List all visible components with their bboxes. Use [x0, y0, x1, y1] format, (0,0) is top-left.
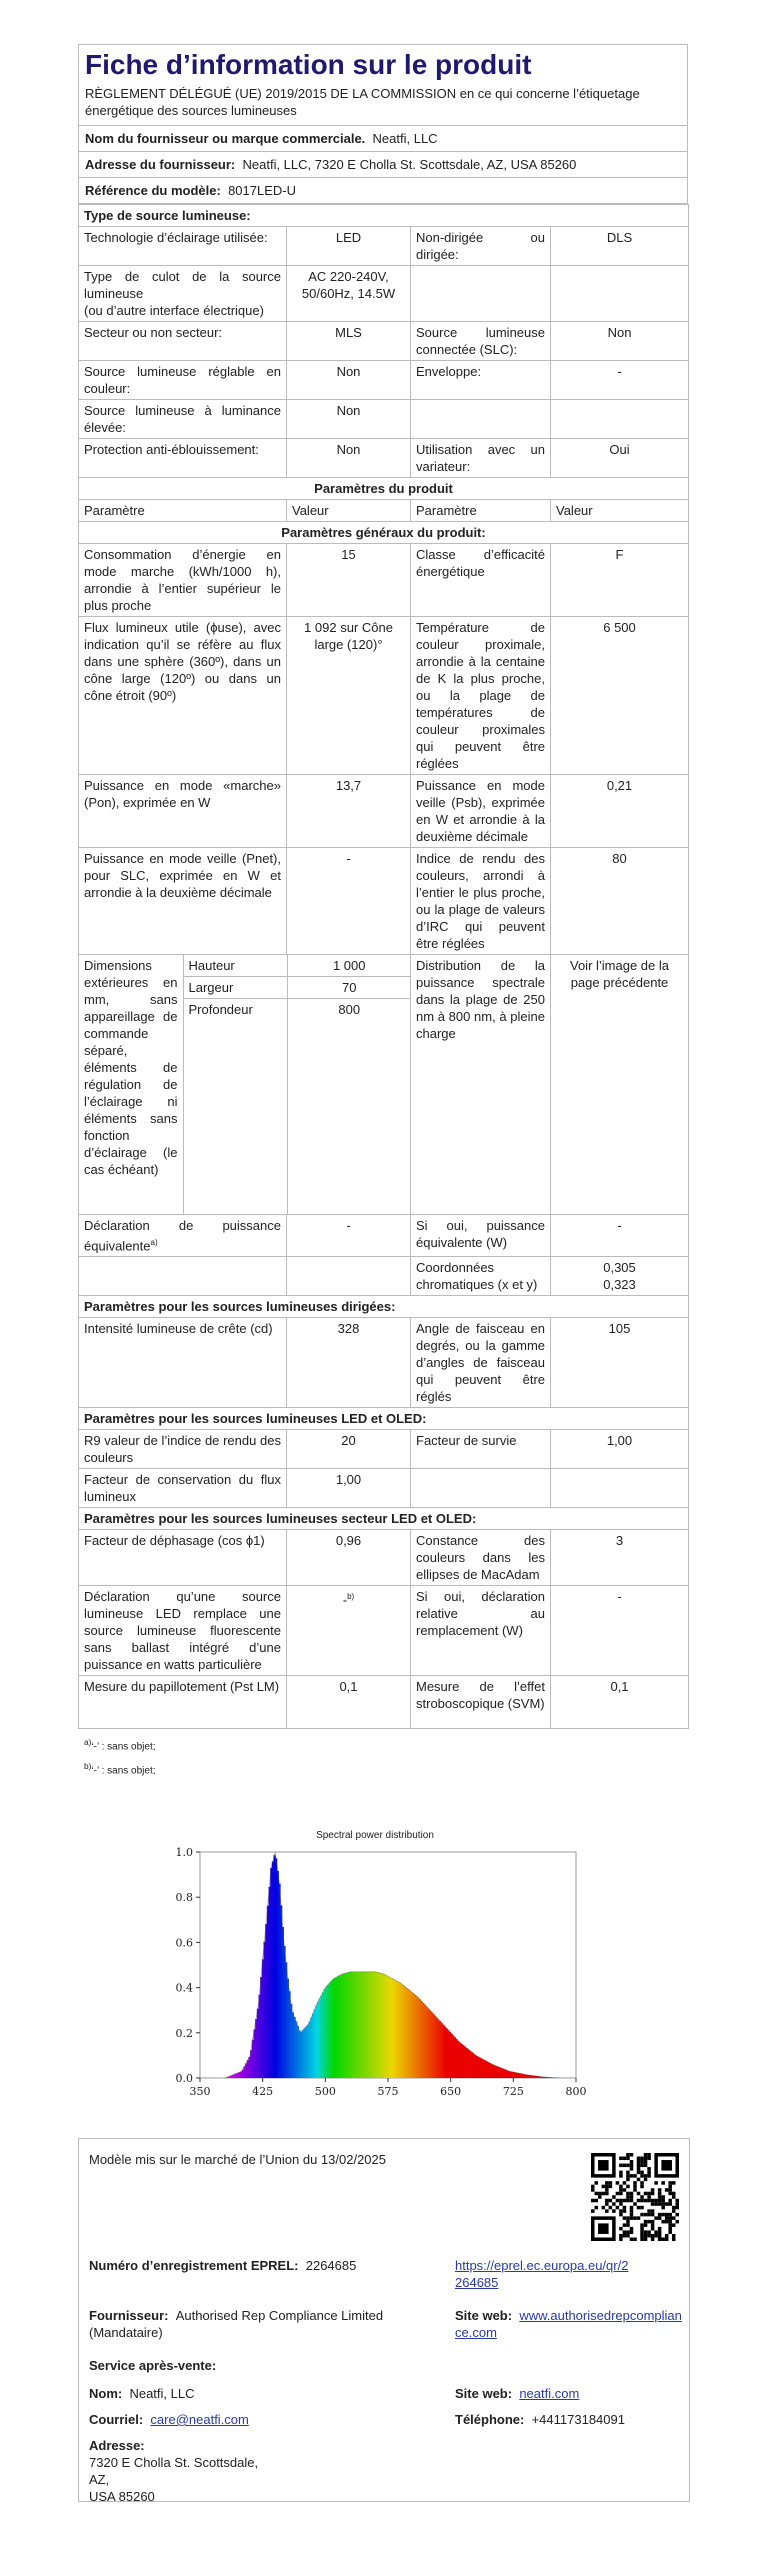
param-value: DLS — [551, 227, 689, 266]
equiv-label: Déclaration de puissance équivalente — [84, 1218, 281, 1254]
param-value: 0,21 — [551, 775, 689, 848]
footnote-text: ‘-’ : sans objet; — [91, 1741, 156, 1753]
footnote-text: ‘-’ : sans objet; — [91, 1764, 156, 1776]
param-label: Puissance en mode veille (Psb), exprimée en W et arrondie à la deuxième décimale — [411, 775, 551, 848]
param-label: Source lumineuse à luminance élevée: — [79, 400, 287, 439]
y-tick-label: 1.0 — [175, 1846, 193, 1859]
param-value: Non — [287, 361, 411, 400]
service-name-row — [89, 2385, 195, 2402]
param-label: Consommation d’énergie en mode marche (kWh/1000 h), arrondie à l’entier supérieur le plus proche — [79, 544, 287, 617]
supplier-address-label: Adresse du fournisseur: — [85, 157, 236, 172]
site-link[interactable]: www.authorisedrepcompliance.com — [455, 2308, 682, 2340]
param-value: 1 092 sur Cône large (120)° — [287, 617, 411, 775]
addr-line: USA 85260 — [89, 2489, 155, 2504]
addr-label: Adresse: — [89, 2438, 145, 2453]
param-value: 20 — [287, 1430, 411, 1469]
param-label: Déclaration qu’une source lumineuse LED remplace une source lumineuse fluorescente sans ballast intégré d’une puissance en watts particulière — [79, 1586, 287, 1676]
param-label: Si oui, déclaration relative au remplacement (W) — [411, 1586, 551, 1676]
param-value: 0,1 — [287, 1676, 411, 1729]
supplier-name-row — [78, 126, 688, 152]
table-row — [79, 227, 689, 266]
y-tick-label: 0.4 — [175, 1981, 193, 1995]
param-value: Non — [287, 400, 411, 439]
param-label: Source lumineuse connectée (SLC): — [411, 322, 551, 361]
param-value — [551, 1469, 689, 1508]
param-value — [551, 266, 689, 322]
param-value: - — [551, 361, 689, 400]
param-label: Protection anti-éblouissement: — [79, 439, 287, 478]
footnote — [84, 1733, 688, 1756]
param-value: 1,00 — [287, 1469, 411, 1508]
param-value: Oui — [551, 439, 689, 478]
column-header: Paramètre — [79, 500, 287, 522]
param-label: Secteur ou non secteur: — [79, 322, 287, 361]
param-value: 328 — [287, 1318, 411, 1408]
empty-cell — [287, 1257, 411, 1296]
spd-chart — [160, 1830, 590, 2120]
tel-label: Téléphone: — [455, 2412, 525, 2427]
qr-code-icon[interactable] — [591, 2153, 679, 2241]
param-value: 6 500 — [551, 617, 689, 775]
addr-line: 7320 E Cholla St. Scottsdale, — [89, 2455, 259, 2470]
model-ref-row — [78, 178, 688, 204]
param-label: Facteur de conservation du flux lumineux — [79, 1469, 287, 1508]
model-ref-label: Référence du modèle: — [85, 183, 221, 198]
param-label: Classe d’efficacité énergétique — [411, 544, 551, 617]
x-tick-label: 500 — [314, 2085, 336, 2098]
param-label-main: Type de culot de la source lumineuse — [84, 269, 281, 301]
dimensions-subtable — [79, 955, 411, 1214]
param-value: 15 — [287, 544, 411, 617]
param-label: R9 valeur de l’indice de rendu des couleurs — [79, 1430, 287, 1469]
param-value — [551, 400, 689, 439]
eprel-link[interactable]: https://eprel.ec.europa.eu/qr/2264685 — [455, 2258, 629, 2290]
table-row — [79, 1469, 689, 1508]
address-block — [89, 2437, 258, 2505]
x-tick-label: 725 — [502, 2085, 524, 2098]
model-ref-value: 8017LED-U — [228, 183, 296, 198]
supplier-name-label: Nom du fournisseur ou marque commerciale. — [85, 131, 366, 146]
eprel-row — [89, 2257, 356, 2274]
params-heading: Paramètres du produit — [79, 478, 689, 500]
chroma-y: 0,323 — [603, 1277, 636, 1293]
param-label — [79, 1215, 287, 1257]
param-value: 0,96 — [287, 1530, 411, 1586]
param-label: Facteur de survie — [411, 1430, 551, 1469]
param-label: Enveloppe: — [411, 361, 551, 400]
param-label: Intensité lumineuse de crête (cd) — [79, 1318, 287, 1408]
dimensions-spacer — [287, 1020, 411, 1214]
addr-line: AZ, — [89, 2472, 110, 2487]
table-row — [79, 544, 689, 617]
phone-row — [455, 2411, 625, 2428]
type-heading: Type de source lumineuse: — [79, 205, 689, 227]
table-row — [79, 1676, 689, 1729]
supplier-row — [89, 2307, 429, 2341]
nom-value: Neatfi, LLC — [129, 2386, 195, 2401]
table-row — [79, 439, 689, 478]
param-label: Indice de rendu des couleurs, arrondi à l’entier le plus proche, ou la plage de valeurs d’IRC qui peuvent être réglées — [411, 848, 551, 955]
mains-heading: Paramètres pour les sources lumineuses secteur LED et OLED: — [79, 1508, 689, 1530]
mail-label: Courriel: — [89, 2412, 144, 2427]
param-label: Mesure de l’effet stroboscopique (SVM) — [411, 1676, 551, 1729]
param-value: 13,7 — [287, 775, 411, 848]
dimensions-label: Dimensions extérieures en mm, sans appareillage de commande séparé, éléments de régulation de l’éclairage ni éléments sans fonction d’éclairage (le cas échéant) — [79, 955, 183, 1214]
param-label-sub: (ou d’autre interface électrique) — [84, 303, 264, 318]
param-label: Source lumineuse réglable en couleur: — [79, 361, 287, 400]
param-value: F — [551, 544, 689, 617]
x-tick-label: 650 — [440, 2085, 462, 2098]
supplier-value: Authorised Rep Compliance Limited (Mandataire) — [89, 2308, 384, 2340]
dimension-value: 1 000 — [287, 955, 411, 977]
column-header: Valeur — [287, 500, 411, 522]
page-title: Fiche d’information sur le produit — [78, 44, 688, 83]
param-value: MLS — [287, 322, 411, 361]
regulation-text: RÈGLEMENT DÉLÉGUÉ (UE) 2019/2015 DE LA COMMISSION en ce qui concerne l’étiquetage énergétique des sources lumineuses — [78, 83, 688, 126]
column-header-row — [79, 500, 689, 522]
y-tick-label: 0.2 — [175, 2026, 193, 2040]
column-header: Valeur — [551, 500, 689, 522]
param-label: Flux lumineux utile (ϕuse), avec indication qu’il se réfère au flux dans une sphère (360º), dans un cône large (120º) ou dans un cône étroit (90º) — [79, 617, 287, 775]
footnote — [84, 1757, 688, 1780]
empty-cell — [79, 1257, 287, 1296]
param-value: AC 220-240V, 50/60Hz, 14.5W — [287, 266, 411, 322]
param-value-text: - — [342, 1592, 348, 1608]
param-value: 80 — [551, 848, 689, 955]
param-value: - — [551, 1586, 689, 1676]
param-label: Technologie d’éclairage utilisée: — [79, 227, 287, 266]
footnote-marker: a) — [84, 1737, 92, 1748]
footnote-marker: b) — [84, 1760, 92, 1771]
dimension-key: Largeur — [183, 977, 287, 999]
param-value: 1,00 — [551, 1430, 689, 1469]
eprel-value: 2264685 — [305, 2258, 357, 2273]
param-label — [411, 266, 551, 322]
param-label: Puissance en mode «marche» (Pon), exprimée en W — [79, 775, 287, 848]
x-tick-label: 425 — [252, 2085, 274, 2098]
dimension-key: Hauteur — [183, 955, 287, 977]
dimensions-cell — [79, 955, 411, 1215]
supplier-label: Fournisseur: — [89, 2308, 169, 2323]
site2-label: Site web: — [455, 2386, 513, 2401]
led-heading: Paramètres pour les sources lumineuses LED et OLED: — [79, 1408, 689, 1430]
column-header: Paramètre — [411, 500, 551, 522]
y-tick-label: 0.6 — [175, 1936, 193, 1950]
param-value — [287, 1586, 411, 1676]
site-label: Site web: — [455, 2308, 513, 2323]
service-site-row — [455, 2385, 579, 2402]
table-row — [79, 400, 689, 439]
footnotes — [78, 1729, 688, 1780]
param-value: Non — [287, 439, 411, 478]
footnote-marker: a) — [150, 1238, 158, 1247]
param-label: Distribution de la puissance spectrale dans la plage de 250 nm à 800 nm, à pleine charge — [411, 955, 551, 1215]
registration-footer — [78, 2138, 690, 2502]
email-link[interactable]: care@neatfi.com — [150, 2412, 249, 2427]
footnote-marker: b) — [347, 1592, 355, 1602]
param-value — [551, 1257, 689, 1296]
general-heading: Paramètres généraux du produit: — [79, 522, 689, 544]
chroma-x: 0,305 — [603, 1260, 636, 1276]
param-label: Mesure du papillotement (Pst LM) — [79, 1676, 287, 1729]
spec-table — [78, 204, 689, 1729]
table-row — [79, 1430, 689, 1469]
site-row — [455, 2307, 683, 2341]
table-row — [79, 848, 689, 955]
param-value: Voir l’image de la page précédente — [551, 955, 689, 1215]
service-heading — [89, 2357, 216, 2374]
table-row — [79, 322, 689, 361]
param-value: - — [287, 1215, 411, 1257]
service-heading-text: Service après-vente: — [89, 2358, 217, 2373]
supplier-name-value: Neatfi, LLC — [372, 131, 438, 146]
table-row — [79, 1530, 689, 1586]
param-label: Puissance en mode veille (Pnet), pour SLC, exprimée en W et arrondie à la deuxième décimale — [79, 848, 287, 955]
x-tick-label: 800 — [565, 2085, 587, 2098]
service-site-link[interactable]: neatfi.com — [519, 2386, 580, 2401]
email-row — [89, 2411, 249, 2428]
table-row — [79, 1215, 689, 1257]
param-label: Température de couleur proximale, arrondie à la centaine de K la plus proche, ou la plage de températures de couleur proximales qui peuvent être réglées — [411, 617, 551, 775]
tel-value: +441173184091 — [531, 2412, 625, 2427]
table-row — [79, 361, 689, 400]
param-label — [411, 400, 551, 439]
table-row — [79, 1586, 689, 1676]
param-label: Angle de faisceau en degrés, ou la gamme d’angles de faisceau qui peuvent être réglés — [411, 1318, 551, 1408]
dimensions-row — [79, 955, 689, 1215]
table-row — [79, 266, 689, 322]
param-label: Facteur de déphasage (cos ϕ1) — [79, 1530, 287, 1586]
dimension-value: 70 — [287, 977, 411, 999]
param-label: Utilisation avec un variateur: — [411, 439, 551, 478]
product-sheet — [78, 44, 688, 1780]
param-value: 0,1 — [551, 1676, 689, 1729]
y-tick-label: 0.0 — [175, 2072, 193, 2085]
nom-label: Nom: — [89, 2386, 123, 2401]
param-value: LED — [287, 227, 411, 266]
param-label: Constance des couleurs dans les ellipses de MacAdam — [411, 1530, 551, 1586]
eprel-label: Numéro d’enregistrement EPREL: — [89, 2258, 299, 2273]
x-tick-label: 575 — [377, 2085, 399, 2098]
dimensions-spacer — [183, 1020, 287, 1214]
param-value: Non — [551, 322, 689, 361]
param-value: 105 — [551, 1318, 689, 1408]
chart-title: Spectral power distribution — [316, 1830, 434, 1841]
param-value: - — [551, 1215, 689, 1257]
param-label — [411, 1469, 551, 1508]
directed-heading: Paramètres pour les sources lumineuses dirigées: — [79, 1296, 689, 1318]
param-label — [79, 266, 287, 322]
param-label: Coordonnées chromatiques (x et y) — [411, 1257, 551, 1296]
x-tick-label: 350 — [189, 2085, 211, 2098]
table-row — [79, 617, 689, 775]
y-tick-label: 0.8 — [175, 1891, 193, 1905]
param-value: - — [287, 848, 411, 955]
dimension-value: 800 — [287, 999, 411, 1021]
table-row — [79, 1318, 689, 1408]
table-row — [79, 775, 689, 848]
table-row — [79, 1257, 689, 1296]
param-value: 3 — [551, 1530, 689, 1586]
supplier-address-value: Neatfi, LLC, 7320 E Cholla St. Scottsdale, AZ, USA 85260 — [242, 157, 577, 172]
spd-chart-svg — [160, 1830, 590, 2120]
param-label: Non-dirigée ou dirigée: — [411, 227, 551, 266]
dimension-key: Profondeur — [188, 1002, 253, 1017]
market-date: Modèle mis sur le marché de l’Union du 13/02/2025 — [89, 2152, 387, 2167]
param-label: Si oui, puissance équivalente (W) — [411, 1215, 551, 1257]
supplier-address-row — [78, 152, 688, 178]
